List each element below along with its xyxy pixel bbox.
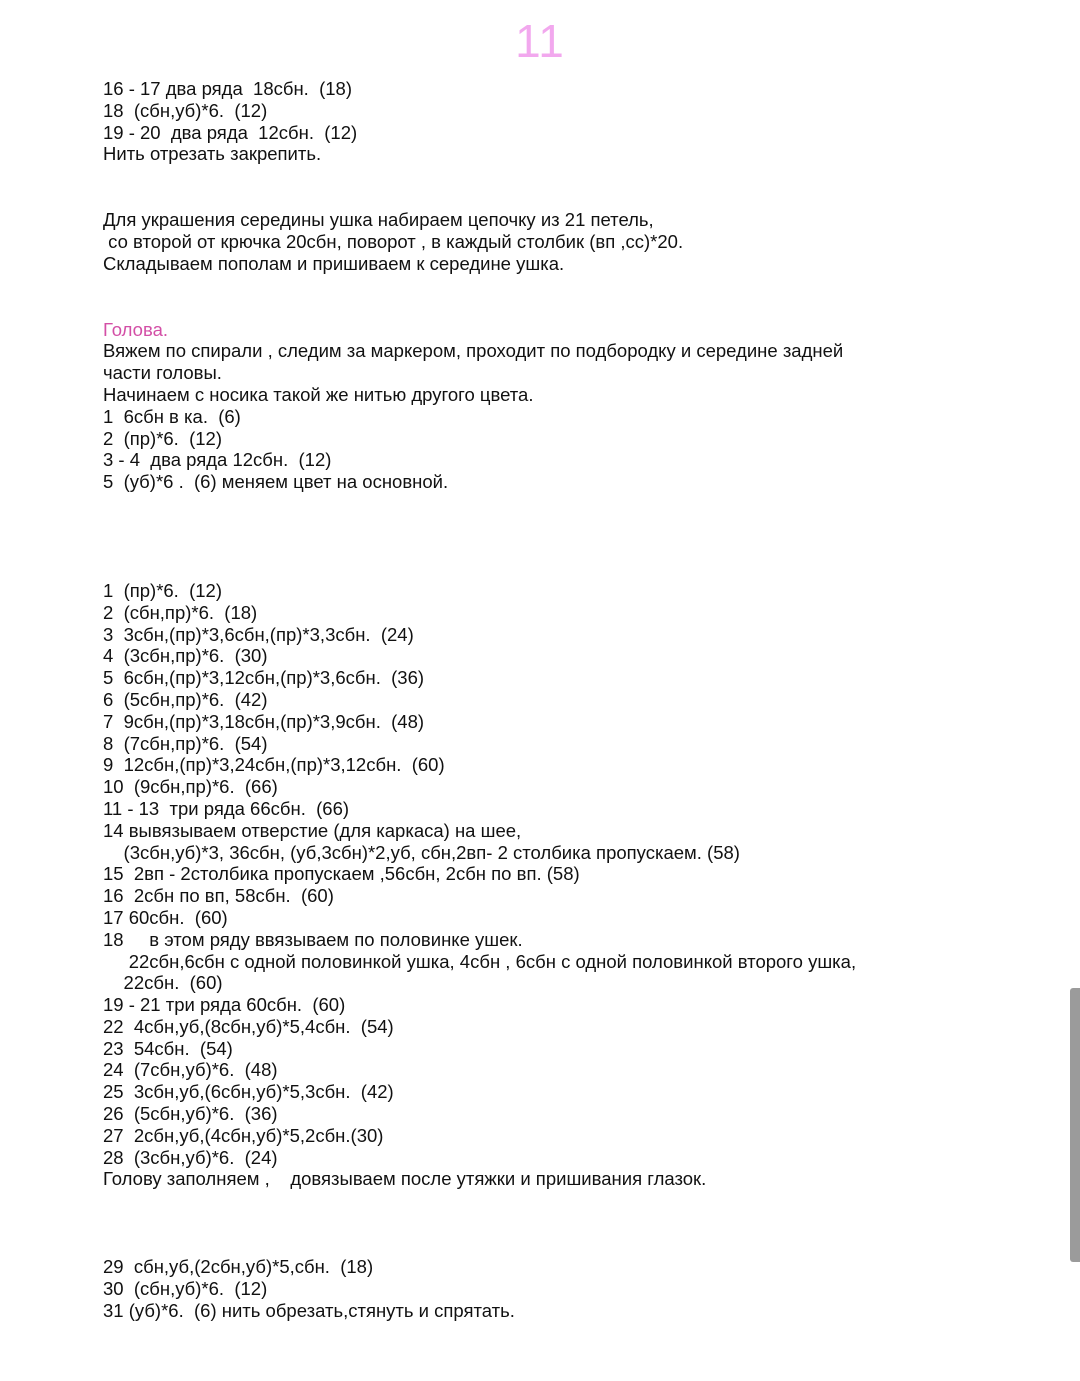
text-line: Начинаем с носика такой же нитью другого цвета. xyxy=(103,383,534,405)
text-line: Вяжем по спирали , следим за маркером, проходит по подбородку и середине задней xyxy=(103,340,844,362)
text-line: 15 2вп - 2столбика пропускаем ,56сбн, 2сбн по вп. (58) xyxy=(103,863,580,885)
text-line: 22 4сбн,уб,(8сбн,уб)*5,4сбн. (54) xyxy=(103,1015,394,1037)
text-line: 19 - 21 три ряда 60сбн. (60) xyxy=(103,994,346,1016)
text-line: 22сбн,6сбн с одной половинкой ушка, 4сбн , 6сбн с одной половинкой второго ушка, xyxy=(103,950,857,972)
text-line: 16 2сбн по вп, 58сбн. (60) xyxy=(103,885,334,907)
text-line: 28 (3сбн,уб)*6. (24) xyxy=(103,1146,278,1168)
text-line: Голову заполняем , довязываем после утяжки и пришивания глазок. xyxy=(103,1168,707,1190)
text-line: 30 (сбн,уб)*6. (12) xyxy=(103,1278,268,1300)
text-line: 11 - 13 три ряда 66сбн. (66) xyxy=(103,797,350,819)
text-line: 10 (9сбн,пр)*6. (66) xyxy=(103,776,278,798)
text-line: 8 (7сбн,пр)*6. (54) xyxy=(103,732,268,754)
text-line: 5 (уб)*6 . (6) меняем цвет на основной. xyxy=(103,471,449,493)
scrollbar-thumb[interactable] xyxy=(1070,988,1080,1262)
text-line: Для украшения середины ушка набираем цепочку из 21 петель, xyxy=(103,209,654,231)
text-line: 5 6сбн,(пр)*3,12сбн,(пр)*3,6сбн. (36) xyxy=(103,667,425,689)
text-line: 26 (5сбн,уб)*6. (36) xyxy=(103,1103,278,1125)
text-line: 18 (сбн,уб)*6. (12) xyxy=(103,99,268,121)
block-head-rows xyxy=(103,580,1003,1190)
block-ear-decoration xyxy=(103,209,1003,274)
block-rows-16-20 xyxy=(103,78,1003,165)
text-line: 17 60сбн. (60) xyxy=(103,906,228,928)
text-line: 27 2сбн,уб,(4сбн,уб)*5,2сбн.(30) xyxy=(103,1124,384,1146)
text-line: 29 сбн,уб,(2сбн,уб)*5,сбн. (18) xyxy=(103,1256,374,1278)
text-line: 23 54сбн. (54) xyxy=(103,1037,233,1059)
block-head-intro xyxy=(103,340,1003,493)
text-line: 24 (7сбн,уб)*6. (48) xyxy=(103,1059,278,1081)
text-line: 18 в этом ряду ввязываем по половинке ушек. xyxy=(103,928,523,950)
text-line: 2 (пр)*6. (12) xyxy=(103,427,223,449)
text-line: 4 (3сбн,пр)*6. (30) xyxy=(103,645,268,667)
text-line: Нить отрезать закрепить. xyxy=(103,143,322,165)
text-line: 3 - 4 два ряда 12сбн. (12) xyxy=(103,449,332,471)
text-line: 1 6сбн в ка. (6) xyxy=(103,405,241,427)
text-line: 19 - 20 два ряда 12сбн. (12) xyxy=(103,121,358,143)
text-line: 1 (пр)*6. (12) xyxy=(103,579,223,601)
text-line: 7 9сбн,(пр)*3,18сбн,(пр)*3,9сбн. (48) xyxy=(103,710,425,732)
text-line: 16 - 17 два ряда 18сбн. (18) xyxy=(103,78,353,99)
text-line: 14 вывязываем отверстие (для каркаса) на шее, xyxy=(103,819,522,841)
section-heading-head: Голова. xyxy=(103,318,169,340)
text-line: со второй от крючка 20сбн, поворот , в каждый столбик (вп ,сс)*20. xyxy=(103,230,684,252)
pattern-text xyxy=(103,78,1003,1322)
text-line: 2 (сбн,пр)*6. (18) xyxy=(103,601,258,623)
text-line: 9 12сбн,(пр)*3,24сбн,(пр)*3,12сбн. (60) xyxy=(103,754,445,776)
text-line: 6 (5сбн,пр)*6. (42) xyxy=(103,688,268,710)
text-line: 31 (уб)*6. (6) нить обрезать,стянуть и спрятать. xyxy=(103,1299,515,1321)
text-line: 3 3сбн,(пр)*3,6сбн,(пр)*3,3сбн. (24) xyxy=(103,623,414,645)
page-number: 11 xyxy=(515,15,565,67)
text-line: 22сбн. (60) xyxy=(103,972,223,994)
block-head-finish xyxy=(103,1256,1003,1321)
text-line: (3сбн,уб)*3, 36сбн, (уб,3сбн)*2,уб, сбн,2вп- 2 столбика пропускаем. (58) xyxy=(103,841,740,863)
text-line: Складываем пополам и пришиваем к середине ушка. xyxy=(103,252,565,274)
text-line: части головы. xyxy=(103,362,222,384)
text-line: 25 3сбн,уб,(6сбн,уб)*5,3сбн. (42) xyxy=(103,1081,394,1103)
